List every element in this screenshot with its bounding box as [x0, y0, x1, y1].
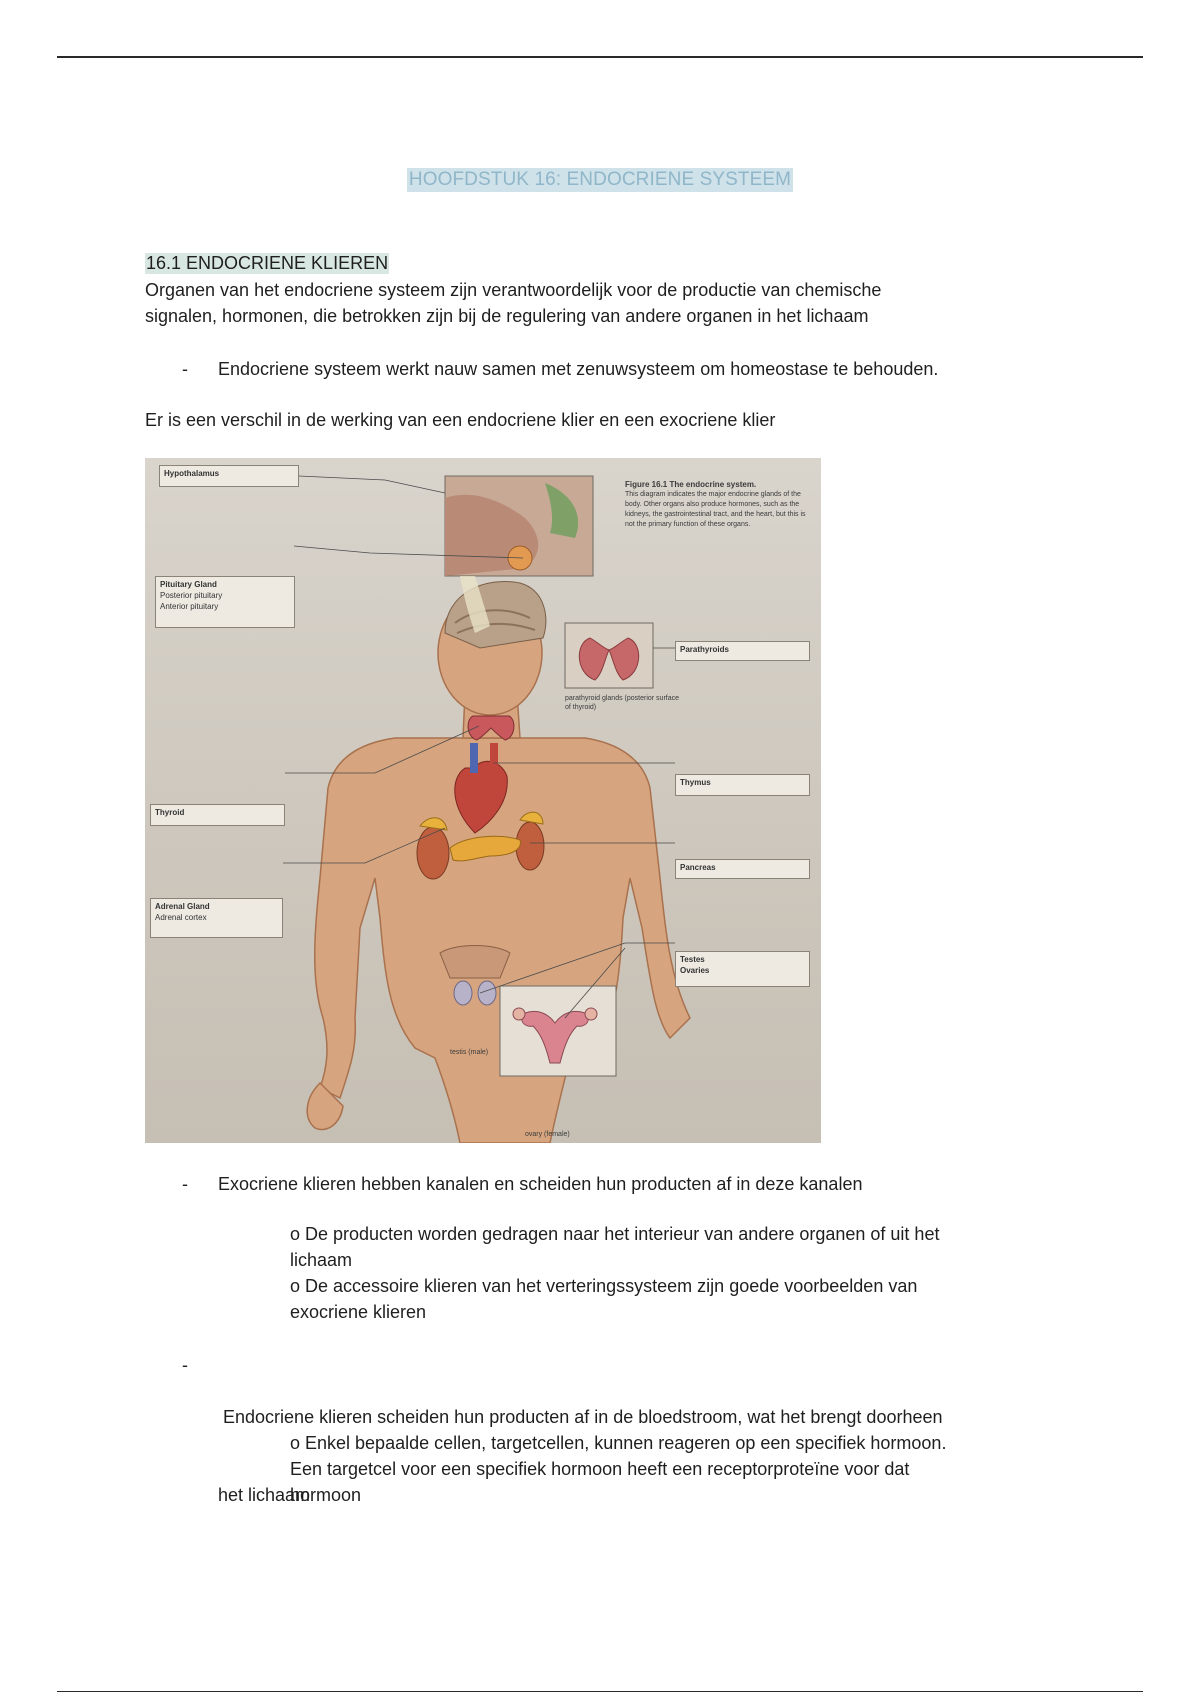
intro-line-1: Organen van het endocriene systeem zijn verantwoordelijk voor de productie van chemische: [145, 280, 882, 300]
label-pancreas: [675, 859, 810, 879]
sub-exo-1-line-1: o De producten worden gedragen naar het interieur van andere organen of uit het: [290, 1224, 940, 1244]
label-pituitary: [155, 576, 295, 628]
bullet-exocriene: Exocriene klieren hebben kanalen en scheiden hun producten af in deze kanalen: [218, 1174, 863, 1194]
bullet-homeostase: Endocriene systeem werkt nauw samen met zenuwsysteem om homeostase te behouden.: [218, 359, 939, 379]
testis: [454, 981, 472, 1005]
label-testes-ovaries: [675, 951, 810, 987]
label-testes-text: Testes: [680, 955, 705, 964]
figure-caption: [625, 480, 810, 530]
label-parathyroids: [675, 641, 810, 661]
sub-exo-2-line-2: exocriene klieren: [290, 1302, 427, 1322]
bullet-endocriene-line-2: het lichaam: [218, 1485, 311, 1505]
label-adrenal: [150, 898, 283, 938]
section-heading: 16.1 ENDOCRIENE KLIEREN: [146, 253, 389, 273]
bullet-marker-exo: -: [182, 1174, 188, 1194]
title-wrap: [0, 168, 1200, 192]
difference-paragraph: Er is een verschil in de werking van een endocriene klier en een exocriene klier: [145, 410, 776, 430]
label-thyroid: [150, 804, 285, 826]
figure-illustration: [145, 458, 821, 1143]
bottom-rule: [57, 1691, 1143, 1692]
label-anterior-pituitary: Anterior pituitary: [160, 602, 219, 611]
label-posterior-pituitary: Posterior pituitary: [160, 591, 223, 600]
label-ovaries-text: Ovaries: [680, 966, 710, 975]
sub-endo-1-line-3: hormoon: [290, 1485, 362, 1505]
intro-paragraph: [145, 277, 1045, 329]
parathyroid-inset: [565, 623, 653, 688]
sub-exo-1-line-2: lichaam: [290, 1250, 353, 1270]
top-rule: [57, 56, 1143, 58]
label-parathyroids-text: Parathyroids: [680, 645, 729, 654]
label-thymus: [675, 774, 810, 796]
label-thymus-text: Thymus: [680, 778, 711, 787]
bullet-marker-endo: -: [182, 1355, 188, 1375]
sub-exo-2-line-1: o De accessoire klieren van het verteringssysteem zijn goede voorbeelden van: [290, 1276, 918, 1296]
page-title: HOOFDSTUK 16: ENDOCRIENE SYSTEEM: [408, 169, 792, 190]
endocrine-system-figure: [145, 458, 821, 1143]
label-adrenal-text: Adrenal Gland: [155, 902, 210, 911]
label-hypothalamus-text: Hypothalamus: [164, 469, 220, 478]
figure-caption-title: Figure 16.1 The endocrine system.: [625, 480, 757, 489]
note-parathyroid-glands: parathyroid glands (posterior surface of thyroid): [565, 695, 680, 711]
sub-endo-1: [290, 1430, 1040, 1508]
figure-caption-body: This diagram indicates the major endocrine glands of the body. Other organs also produce hormones, such as the kidneys, the gastrointestinal tract, and the heart, but this is not the primary function of these organs.: [625, 491, 806, 528]
label-adrenal-cortex: Adrenal cortex: [155, 913, 207, 922]
bullet-endocriene-line-1: Endocriene klieren scheiden hun producten af in de bloedstroom, wat het brengt doorheen: [218, 1407, 943, 1427]
sub-endo-1-line-1: o Enkel bepaalde cellen, targetcellen, kunnen reageren op een specifiek hormoon.: [290, 1433, 947, 1453]
sub-exo-1: [290, 1221, 1040, 1325]
brain-cutaway: [445, 581, 546, 648]
label-pancreas-text: Pancreas: [680, 863, 716, 872]
kidney-left: [417, 827, 449, 879]
note-testis-male: testis (male): [450, 1049, 489, 1056]
note-ovary-female: ovary (female): [525, 1131, 570, 1138]
label-thyroid-text: Thyroid: [155, 808, 185, 817]
bullet-marker: -: [182, 359, 188, 379]
label-hypothalamus: [159, 465, 299, 487]
label-pituitary-text: Pituitary Gland: [160, 580, 217, 589]
sub-endo-1-line-2: Een targetcel voor een specifiek hormoon heeft een receptorproteïne voor dat: [290, 1459, 910, 1479]
intro-line-2: signalen, hormonen, die betrokken zijn bij de regulering van andere organen in het lichaam: [145, 306, 869, 326]
